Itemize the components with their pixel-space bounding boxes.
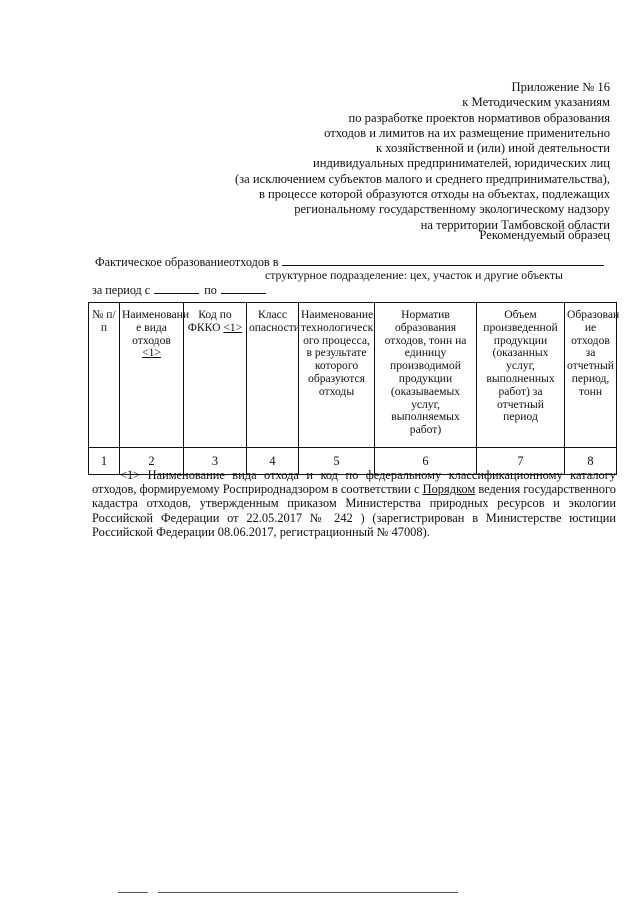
header-text: № п/п xyxy=(92,308,116,334)
appendix-line: к Методическим указаниям xyxy=(462,95,610,110)
actual-generation-label: Фактическое образованиеотходов в xyxy=(95,255,279,269)
subdivision-note: структурное подразделение: цех, участок и другие объекты xyxy=(265,268,563,282)
recommended-sample-label: Рекомендуемый образец xyxy=(479,228,610,242)
period-row xyxy=(92,283,271,298)
header-text: Класс опасности xyxy=(249,308,301,334)
header-text: Норматив образования отходов, тонн на единицу производимой продукции (оказываемых услуг, выполняемых работ) xyxy=(384,308,467,437)
footnote-paragraph xyxy=(92,468,616,539)
period-to-blank xyxy=(221,283,266,294)
header-cell-norm xyxy=(375,303,477,448)
header-cell-waste-name xyxy=(120,303,190,448)
scan-artifact-line xyxy=(158,892,458,893)
footnote-text: ведения государственного кадастра отходов, утвержденным приказом Министерства природных ресурсов и экологии Российской Федерации от 22.05.2017 № 242 ) (зарегистрирован в Министерстве юстиции Российской Федерации 08.06.2017, регистрационный № 47008). xyxy=(92,482,616,539)
column-number-cell: 7 xyxy=(477,448,565,475)
header-cell-hazard-class xyxy=(247,303,299,448)
appendix-line: отходов и лимитов на их размещение применительно xyxy=(324,125,610,140)
column-number-cell: 8 xyxy=(565,448,617,475)
period-from-label: за период с xyxy=(92,283,151,297)
period-to-label: по xyxy=(204,283,217,297)
column-number-cell: 1 xyxy=(89,448,120,475)
header-text: Образован ие отходов за отчетный период, тонн xyxy=(567,308,620,398)
appendix-header xyxy=(235,80,610,233)
column-number-cell: 6 xyxy=(375,448,477,475)
header-cell-waste-generated xyxy=(565,303,620,448)
header-text: Наименование технологическ ого процесса, в результате которого образуются отходы xyxy=(301,308,374,398)
scan-artifact-line xyxy=(118,892,148,893)
appendix-line: Приложение № 16 xyxy=(511,80,610,94)
footnote-text: <1> Наименование вида отхода и код по федеральному классификационному каталогу отходов, формируемому Росприроднадзором в соответствии с xyxy=(92,468,616,497)
table-header-row xyxy=(89,303,617,448)
footnote-ref-link[interactable]: <1> xyxy=(142,346,161,360)
column-number-cell: 5 xyxy=(299,448,375,475)
appendix-line: индивидуальных предпринимателей, юридических лиц xyxy=(313,156,610,171)
waste-generation-table xyxy=(88,302,620,475)
header-cell-fkko-code xyxy=(184,303,247,448)
subdivision-blank xyxy=(282,255,604,266)
header-text: Наименовани е вида отходов xyxy=(122,308,190,347)
appendix-line: к хозяйственной и (или) иной деятельности xyxy=(375,141,610,156)
period-from-blank xyxy=(154,283,199,294)
appendix-line: в процессе которой образуются отходы на объектах, подлежащих xyxy=(258,187,610,202)
column-number-cell: 2 xyxy=(120,448,184,475)
column-number-cell: 4 xyxy=(247,448,299,475)
header-text: Объем произведенной продукции (оказанных услуг, выполненных работ) за отчетный период xyxy=(483,308,558,424)
footnote-ref-link[interactable]: <1> xyxy=(223,320,243,334)
column-number-cell: 3 xyxy=(184,448,247,475)
header-text: Код по ФККО xyxy=(187,308,232,334)
appendix-line: (за исключением субъектов малого и среднего предпринимательства), xyxy=(234,171,610,186)
appendix-line: региональному государственному экологическому надзору xyxy=(294,202,610,217)
procedure-link[interactable]: Порядком xyxy=(422,482,476,497)
appendix-line: на территории Тамбовской области xyxy=(420,217,610,232)
header-cell-number xyxy=(89,303,120,448)
header-cell-production-volume xyxy=(477,303,565,448)
appendix-line: по разработке проектов нормативов образования xyxy=(348,110,610,125)
footnote xyxy=(92,468,616,539)
header-cell-process xyxy=(299,303,375,448)
